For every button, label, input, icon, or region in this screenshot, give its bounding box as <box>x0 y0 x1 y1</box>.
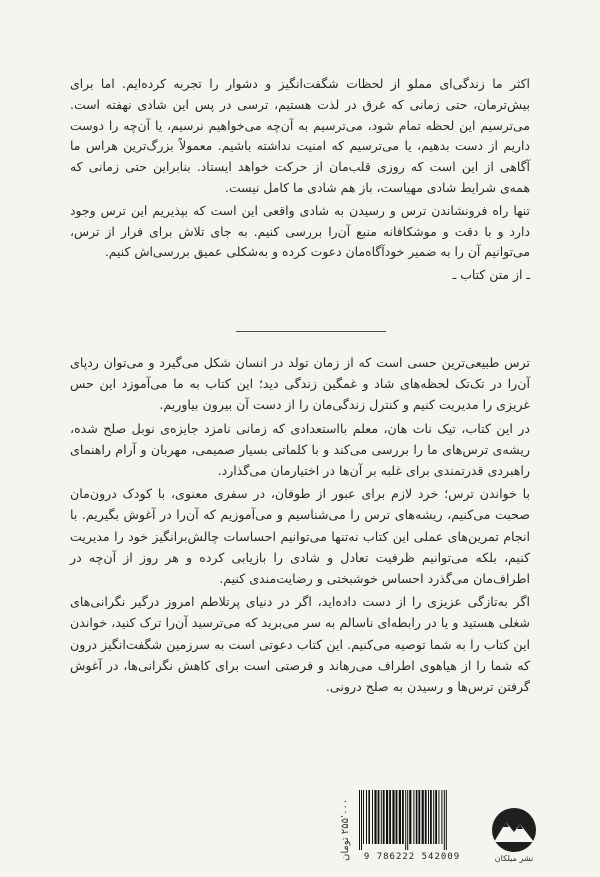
barcode-bar <box>433 790 434 844</box>
barcode-bar <box>413 790 414 844</box>
barcode-bar <box>389 790 391 844</box>
barcode-bar <box>381 790 382 844</box>
excerpt-paragraph-1: اکثر ما زندگی‌ای مملو از لحظات شگفت‌انگیز و دشوار را تجربه کرده‌ایم. اما برای بیش‌ترمان، حتی زمانی که غرق در لذت هستیم، ترسی در پس این شادی نهفته است. می‌ترسیم این لحظه تمام شود، می‌ترسیم به آن‌چه می‌خواهیم نرسیم، یا آن‌چه را دوست داریم از دست بدهیم، یا می‌ترسیم که امنیت نداشته باشیم. معمولاً بزرگ‌ترین هراس ما آگاهی از این است که روزی قلب‌مان از حرکت خواهد ایستاد. بنابراین حتی زمانی که همه‌ی شرایط شادی مهیاست، باز هم شادی ما کامل نیست. <box>70 76 530 195</box>
isbn-barcode <box>356 790 468 868</box>
description-block <box>70 352 530 699</box>
barcode-bar <box>430 790 432 844</box>
barcode-bar <box>378 790 380 844</box>
barcode-bars <box>356 790 468 850</box>
publisher-name: نشر میلکان <box>494 854 534 863</box>
description-paragraph-2: در این کتاب، تیک نات هان، معلم بااستعدادی که زمانی نامزد جایزه‌ی نوبل صلح شده، ریشه‌ی ترس‌های ما را بررسی می‌کند و با کلماتی بسیار صمیمی، مهربان و آرام راهنمای راهبردی قدرتمندی برای غلبه بر آن‌ها در اختیارمان می‌گذارد. <box>70 420 530 479</box>
description-paragraph-1: ترس طبیعی‌ترین حسی است که از زمان تولد در انسان شکل می‌گیرد و می‌توان ردپای آن‌را در تک‌تک لحظه‌های شاد و غمگین زندگی دید؛ این کتاب به ما می‌آموزد این حس غریزی را مدیریت کنیم و کنترل زندگی‌مان را از دست آن بیرون بیاوریم. <box>70 355 530 413</box>
barcode-bar <box>418 790 420 844</box>
barcode-number: 9 786222 542009 <box>363 852 461 862</box>
publisher-logo <box>486 806 542 870</box>
barcode-bar <box>435 790 437 844</box>
barcode-bar <box>422 790 424 844</box>
barcode-bar <box>416 790 418 844</box>
barcode-bar <box>392 790 394 844</box>
barcode-bar <box>425 790 427 844</box>
barcode-bar <box>405 790 406 850</box>
description-paragraph-3: با خواندن ترس؛ خرد لازم برای عبور از طوفان، در سفری معنوی، با کودک درون‌مان صحبت می‌کنیم، ریشه‌های ترس را می‌شناسیم و می‌آموزیم که آن‌را در آغوش بگیریم. با انجام تمرین‌های عملی این کتاب نه‌تنها می‌توانیم احساسات چالش‌برانگیز خود را مدیریت کنیم، بلکه می‌توانیم ظرفیت تعادل و شادی را بازیابی کرده و هر روز از آن‌چه در اطراف‌مان می‌گذرد احساس خوشبختی و رضایت‌مندی کنیم. <box>70 486 530 587</box>
barcode-bar <box>438 790 439 844</box>
barcode-bar <box>446 790 447 850</box>
barcode-bar <box>396 790 398 844</box>
barcode-bar <box>361 790 362 850</box>
barcode-bar <box>363 790 364 844</box>
excerpt-paragraph-2: تنها راه فرونشاندن ترس و رسیدن به شادی واقعی این است که بپذیریم این ترس وجود دارد و با دقت و موشکافانه منبع آن‌را بررسی کنیم. به جای تلاش برای فرار از ترس، می‌توانیم آن را به ضمیر خودآگاه‌مان دعوت کرده و به‌شکلی عمیق بررسی‌اش کنیم. <box>70 202 530 260</box>
barcode-bar <box>383 790 385 844</box>
mountain-logo-icon <box>486 806 542 854</box>
barcode-bar <box>441 790 442 844</box>
description-paragraph-4: اگر به‌تازگی عزیزی را از دست داده‌اید، اگر در دنیای پرتلاطم امروز درگیر نگرانی‌های شغلی هستید و یا در رابطه‌ای ناسالم به سر می‌برید که می‌ترسید آن‌را ترک کنید، خواندن این کتاب را به شما توصیه می‌کنیم. این کتاب دعوتی است به سرزمین شگفت‌انگیز درون که شما را از هیاهوی اطراف می‌رهاند و فرصتی است برای کاهش نگرانی‌ها، در آغوش گرفتن ترس‌ها و رسیدن به صلح درونی. <box>70 594 530 695</box>
barcode-bar <box>386 790 388 844</box>
barcode-bar <box>444 790 445 850</box>
barcode-bar <box>374 790 376 844</box>
barcode-bar <box>359 790 360 850</box>
barcode-bar <box>407 790 408 850</box>
barcode-bar <box>399 790 401 844</box>
barcode-bar <box>402 790 404 844</box>
barcode-bar <box>409 790 411 844</box>
barcode-bar <box>372 790 373 844</box>
barcode-bar <box>368 790 370 844</box>
excerpt-attribution: ـ از متن کتاب ـ <box>452 267 530 283</box>
excerpt-block <box>70 74 530 288</box>
barcode-bar <box>428 790 429 844</box>
barcode-bar <box>366 790 367 844</box>
section-divider <box>236 331 386 332</box>
price-label: ۲۵۵٬۰۰۰ تومان <box>340 798 351 862</box>
